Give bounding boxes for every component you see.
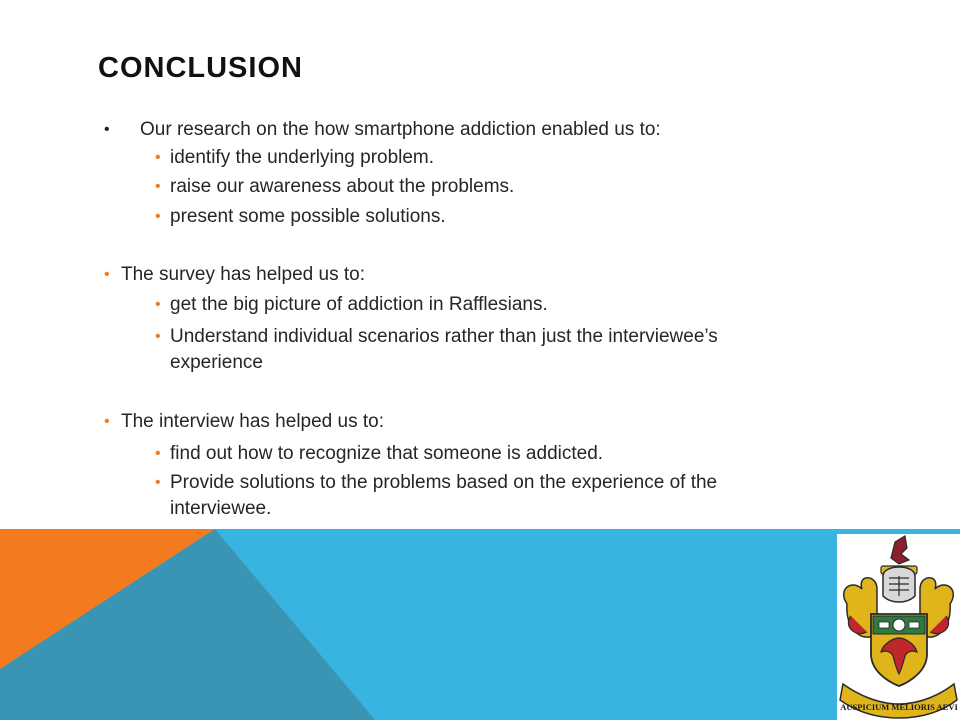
research-heading: Our research on the how smartphone addiction enabled us to: bbox=[140, 119, 661, 140]
research-point: identify the underlying problem. bbox=[170, 147, 435, 168]
bullet-dot: • bbox=[155, 474, 161, 491]
survey-point: Understand individual scenarios rather than just the interviewee’s bbox=[170, 326, 718, 347]
bullet-dot: • bbox=[155, 178, 161, 195]
school-crest-icon bbox=[837, 534, 960, 720]
bullet-dot: • bbox=[155, 445, 161, 462]
bullet-dot: • bbox=[104, 413, 110, 430]
interview-point: Provide solutions to the problems based on the experience of the bbox=[170, 472, 718, 493]
survey-point-continuation: experience bbox=[170, 352, 263, 373]
research-point: raise our awareness about the problems. bbox=[170, 176, 515, 197]
survey-heading: The survey has helped us to: bbox=[121, 264, 365, 285]
bullet-dot: • bbox=[155, 149, 161, 166]
crest-motto: AUSPICIUM MELIORIS AEVI bbox=[840, 702, 958, 712]
interview-point: find out how to recognize that someone is addicted. bbox=[170, 443, 604, 464]
survey-point: get the big picture of addiction in Rafflesians. bbox=[170, 294, 548, 315]
bullet-dot: • bbox=[155, 328, 161, 345]
slide-title: CONCLUSION bbox=[98, 52, 303, 84]
footer-decoration bbox=[0, 529, 960, 720]
bullet-dot: • bbox=[155, 208, 161, 225]
interview-point-continuation: interviewee. bbox=[170, 498, 272, 519]
bullet-dot: • bbox=[155, 296, 161, 313]
bullet-dot: • bbox=[104, 121, 110, 138]
school-crest bbox=[837, 534, 960, 720]
bullet-dot: • bbox=[104, 266, 110, 283]
interview-heading: The interview has helped us to: bbox=[121, 411, 384, 432]
research-point: present some possible solutions. bbox=[170, 206, 446, 227]
